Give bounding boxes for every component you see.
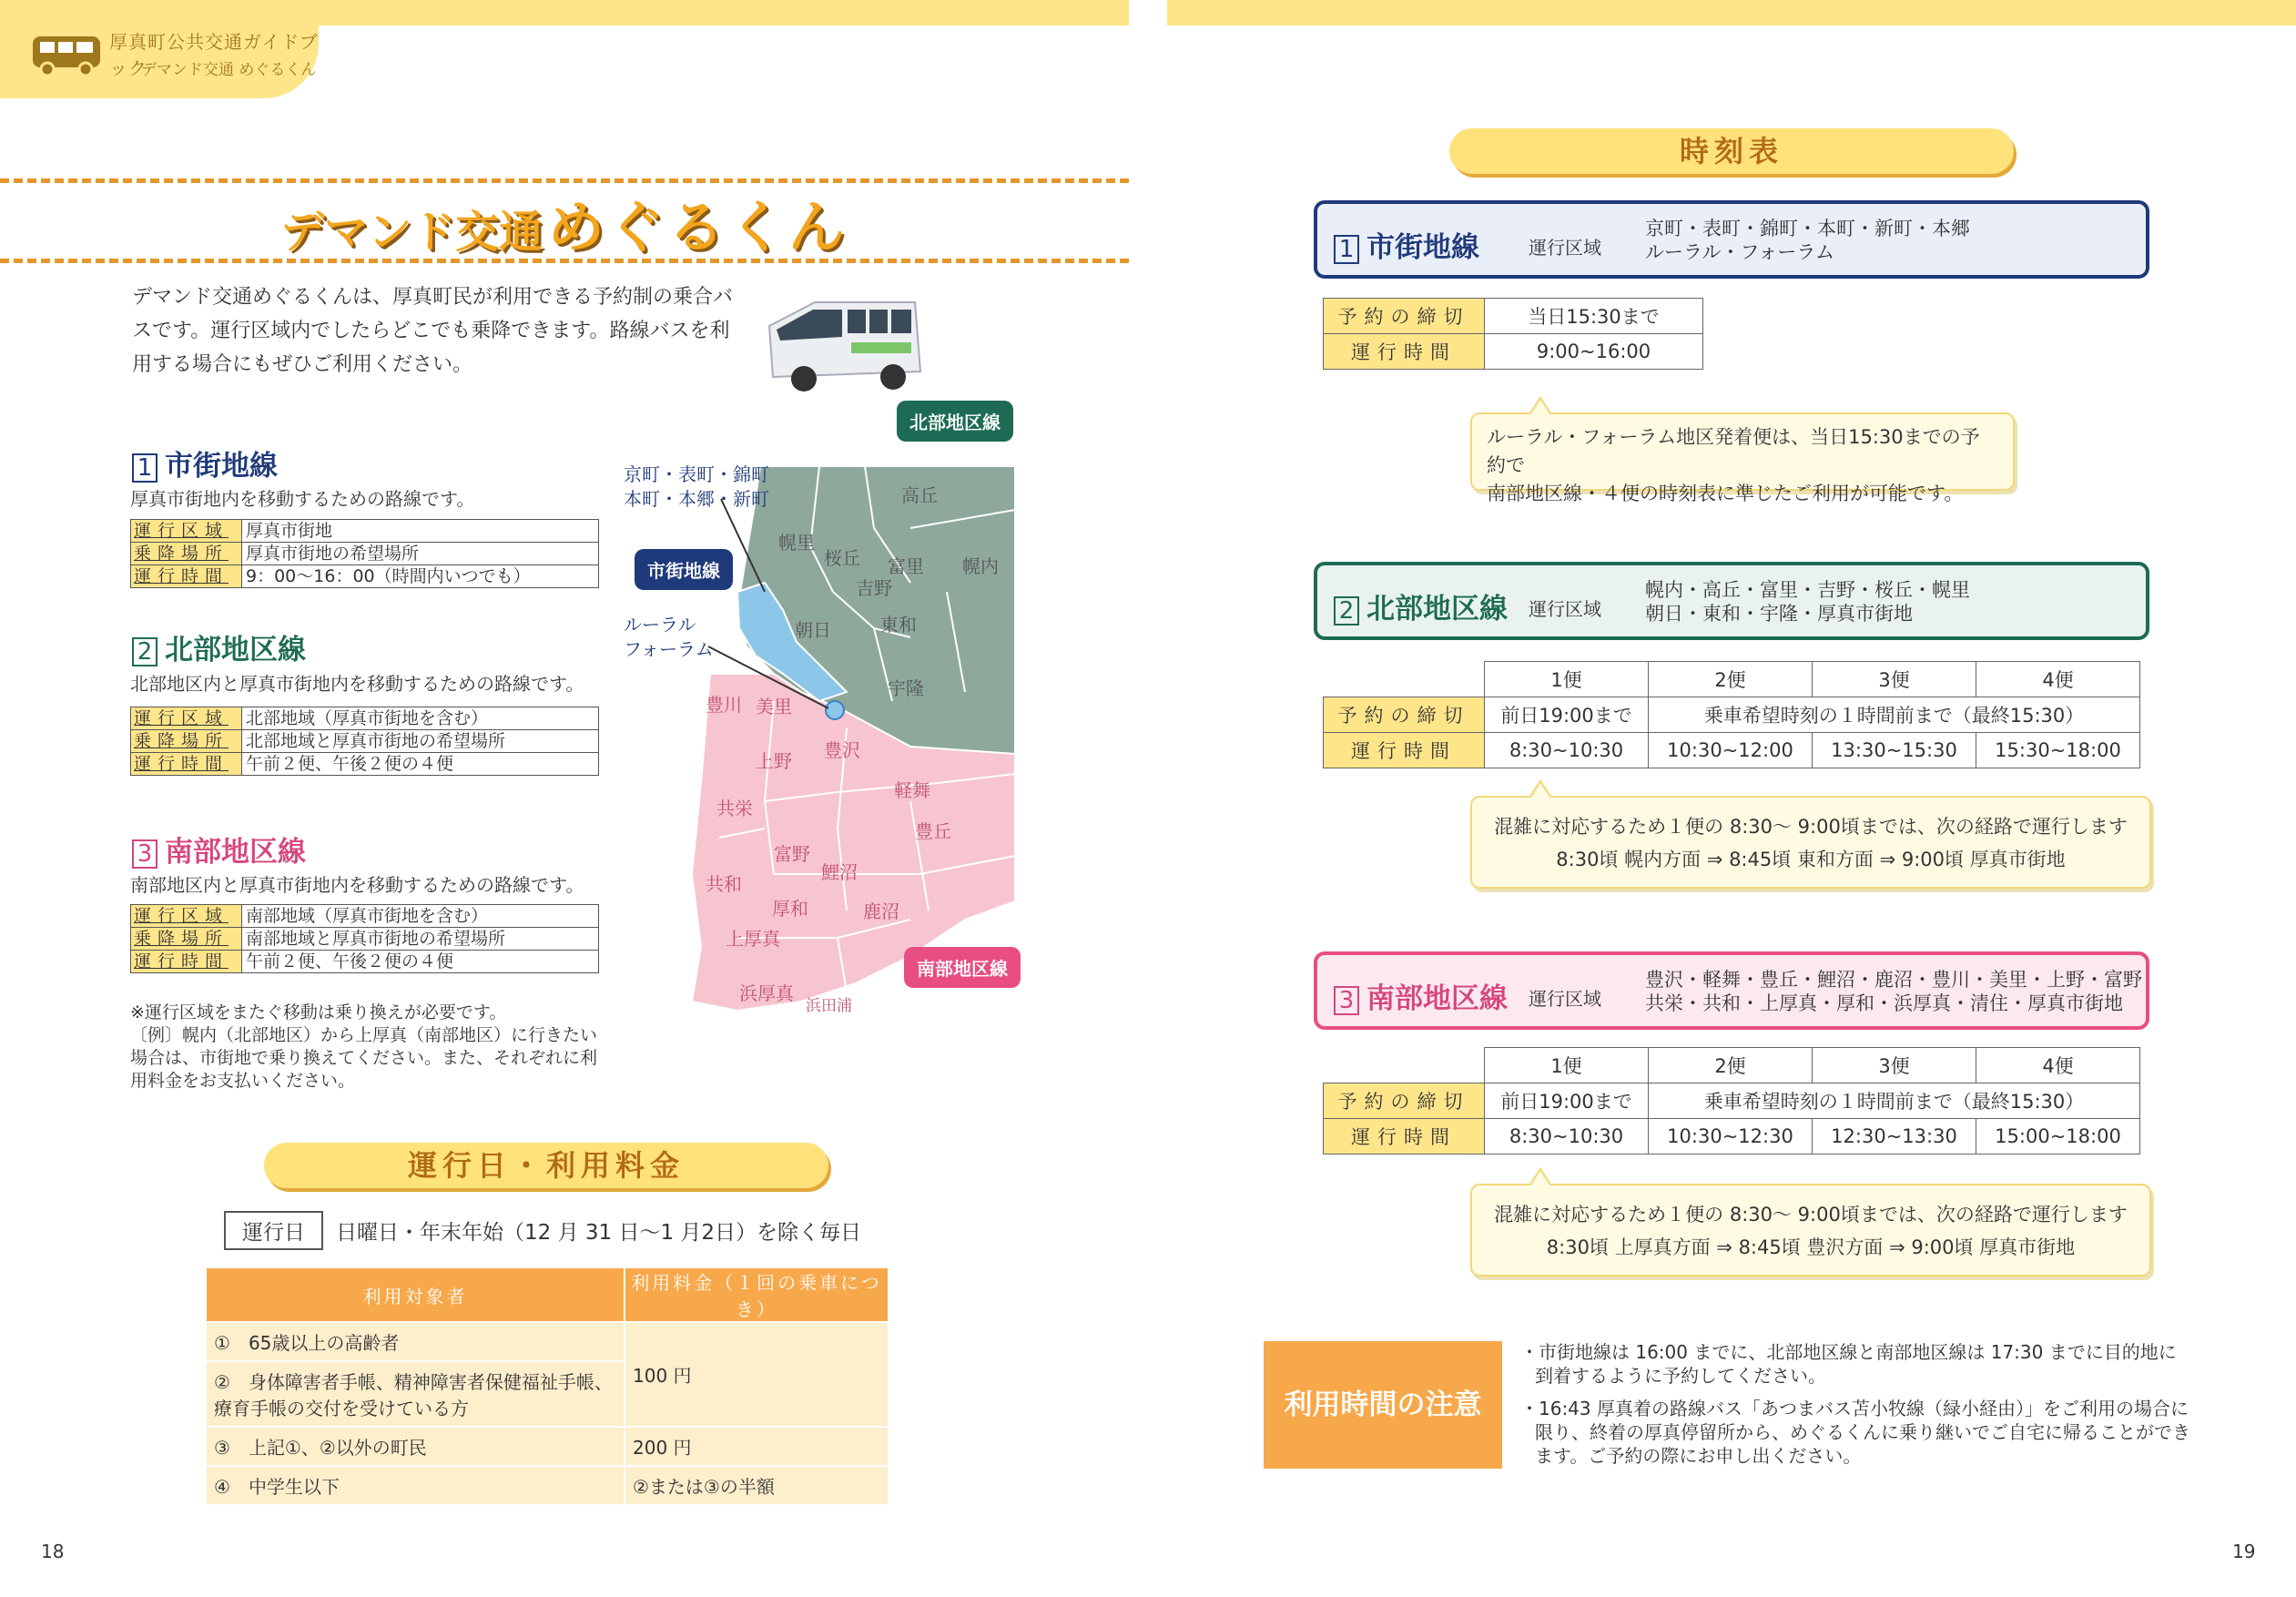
table-row: ① 65歳以上の高齢者 100 円 [206, 1322, 889, 1361]
r2-note-bubble: 混雑に対応するため１便の 8:30～ 9:00頃までは、次の経路で運行します 8:30頃 幌内方面 ⇒ 8:45頃 東和方面 ⇒ 9:00頃 厚真市街地 [1470, 796, 2151, 889]
route2-heading [132, 626, 306, 667]
tag-south-line: 南部地区線 [904, 947, 1021, 988]
caution-title: 利用時間の注意 [1264, 1341, 1502, 1469]
r1-note-bubble: ルーラル・フォーラム地区発着便は、当日15:30までの予約で 南部地区線・４便の時刻表に準じたご利用が可能です。 [1470, 412, 2015, 491]
route2-name: 北部地区線 [165, 634, 306, 666]
r3-name: 南部地区線 [1366, 982, 1508, 1015]
place-toyosawa: 豊沢 [824, 739, 860, 761]
place-karumai: 軽舞 [894, 779, 930, 801]
bus-photo [760, 290, 924, 397]
route2-number: 2 [132, 637, 157, 666]
title-rule-bottom [0, 259, 1129, 263]
table-row: ③ 上記①、②以外の町民 200 円 [206, 1427, 889, 1466]
page-number-right: 19 [2232, 1541, 2256, 1562]
place-koinuma: 鯉沼 [821, 861, 858, 883]
table-row: 運行時間 8:30~10:30 10:30~12:00 13:30~15:30 15:30~18:00 [1324, 733, 2140, 768]
table-row: ④ 中学生以下 ②または③の半額 [206, 1466, 889, 1505]
place-takaoka: 高丘 [901, 484, 938, 506]
caution-list [1520, 1340, 2194, 1477]
r2-area-label: 運行区域 [1529, 598, 1601, 620]
intro-text: デマンド交通めぐるくんは、厚真町民が利用できる予約制の乗合バスです。運行区域内でしたらどこでも乗降できます。路線バスを利用する場合にもぜひご利用ください。 [132, 286, 734, 376]
table-row: 運行時間 9:00~16:00 [1324, 334, 1703, 370]
place-kyowa: 共和 [706, 873, 742, 895]
r2-table [1323, 661, 2140, 768]
table-header: 1便 2便 3便 4便 [1324, 1048, 2140, 1083]
place-sakuraoka: 桜丘 [824, 547, 860, 569]
top-bar-right [1167, 0, 2296, 25]
table-row: ② 身体障害者手帳、精神障害者保健福祉手帳、療育手帳の交付を受けている方 [206, 1361, 889, 1427]
map-rural-forum: ルーラル フォーラム [624, 614, 714, 660]
table-row: 運行時間 午前２便、午後２便の４便 [131, 951, 599, 973]
route1-heading [132, 442, 278, 483]
fare-table [205, 1266, 889, 1506]
table-row: 運行区域 南部地域（厚真市街地を含む） [131, 905, 599, 928]
book-title: 厚真町公共交通ガイドブック [109, 31, 319, 79]
transfer-note: ※運行区域をまたぐ移動は乗り換えが必要です。 〔例〕幌内（北部地区）から上厚真（南部地区）に行きたい場合は、市街地で乗り換えてください。また、それぞれに利用料金をお支払いください。 [130, 1002, 598, 1091]
r3-number: 3 [1334, 986, 1359, 1015]
route3-desc: 南部地区内と厚真市街地内を移動するための路線です。 [130, 874, 584, 896]
place-shikanuma: 鹿沼 [863, 900, 899, 922]
table-row: 運行区域 厚真市街地 [131, 520, 599, 543]
table-header: 利用対象者 利用料金（１回の乗車につき） [206, 1267, 889, 1322]
route1-desc: 厚真市街地内を移動するための路線です。 [130, 488, 475, 510]
place-horosato: 幌里 [778, 532, 815, 554]
table-row: 予約の締切 当日15:30まで [1324, 299, 1703, 334]
place-kyoei: 共栄 [716, 798, 753, 819]
table-row: 乗降場所 南部地域と厚真市街地の希望場所 [131, 928, 599, 951]
place-towa: 東和 [880, 614, 917, 636]
place-kowa: 厚和 [772, 898, 808, 920]
r3-area-label: 運行区域 [1529, 988, 1601, 1010]
table-row: 予約の締切 前日19:00まで 乗車希望時刻の１時間前まで（最終15:30） [1324, 1083, 2140, 1119]
r2-box [1314, 562, 2149, 640]
route1-number: 1 [132, 453, 157, 483]
place-yoshino: 吉野 [856, 577, 892, 599]
place-misato: 美里 [756, 696, 792, 717]
bus-icon [31, 33, 104, 76]
place-ueno: 上野 [756, 750, 792, 772]
place-toyokawa: 豊川 [706, 694, 742, 716]
route3-name: 南部地区線 [165, 836, 306, 869]
operation-days [224, 1211, 861, 1250]
place-horonai: 幌内 [962, 555, 999, 577]
r3-box [1314, 951, 2149, 1030]
header-tab [0, 0, 319, 98]
rural-forum-dot [826, 701, 844, 719]
route3-table [130, 904, 599, 973]
route3-heading [132, 829, 306, 870]
table-row: 予約の締切 前日19:00まで 乗車希望時刻の１時間前まで（最終15:30） [1324, 697, 2140, 733]
table-row: 運行時間 午前２便、午後２便の４便 [131, 753, 599, 776]
place-tomisato: 富里 [888, 555, 924, 577]
r2-number: 2 [1334, 596, 1359, 626]
route2-table [130, 707, 599, 776]
route3-number: 3 [132, 839, 157, 869]
place-kamiatsuma: 上厚真 [726, 928, 780, 950]
route1-name: 市街地線 [165, 450, 278, 483]
r1-name: 市街地線 [1366, 231, 1479, 264]
r1-table [1323, 298, 1703, 370]
r1-areas: 京町・表町・錦町・本町・新町・本郷 ルーラル・フォーラム [1645, 218, 1970, 263]
timetable-title: 時刻表 [1449, 128, 2014, 174]
r1-number: 1 [1334, 235, 1359, 264]
table-header: 1便 2便 3便 4便 [1324, 662, 2140, 697]
r2-name: 北部地区線 [1366, 593, 1508, 626]
place-asahi: 朝日 [795, 619, 831, 641]
table-row: 運行区域 北部地域（厚真市街地を含む） [131, 707, 599, 730]
fee-section-title: 運行日・利用料金 [264, 1143, 828, 1188]
r3-note-bubble: 混雑に対応するため１便の 8:30～ 9:00頃までは、次の経路で運行します 8:30頃 上厚真方面 ⇒ 8:45頃 豊沢方面 ⇒ 9:00頃 厚真市街地 [1470, 1184, 2151, 1277]
table-row: 乗降場所 北部地域と厚真市街地の希望場所 [131, 730, 599, 753]
table-row: 乗降場所 厚真市街地の希望場所 [131, 543, 599, 565]
table-row: 運行時間 9：00～16：00（時間内いつでも） [131, 565, 599, 588]
place-toyooka: 豊丘 [915, 820, 951, 842]
r2-areas: 幌内・高丘・富里・吉野・桜丘・幌里 朝日・東和・宇隆・厚真市街地 [1645, 579, 1970, 625]
place-hamaatsuma: 浜厚真 [739, 982, 794, 1004]
r3-table [1323, 1047, 2140, 1155]
op-day-text: 日曜日・年末年始（12 月 31 日～1 月2日）を除く毎日 [336, 1221, 862, 1245]
r1-box [1314, 200, 2149, 279]
map-city-towns: 京町・表町・錦町 本町・本郷・新町 [624, 463, 769, 510]
list-item: ・市街地線は 16:00 までに、北部地区線と南部地区線は 17:30 までに目的地に到着するように予約してください。 [1520, 1341, 2177, 1387]
route2-desc: 北部地区内と厚真市街地内を移動するための路線です。 [130, 673, 584, 695]
page-number-left: 18 [41, 1541, 65, 1562]
op-day-label: 運行日 [224, 1211, 323, 1250]
page-title: デマンド交通 めぐるくん [280, 194, 848, 260]
place-tomino: 富野 [774, 843, 810, 865]
section-label: デマンド交通 めぐるくん [141, 61, 317, 79]
route1-table [130, 519, 599, 588]
tag-north-line: 北部地区線 [897, 401, 1013, 442]
r1-area-label: 運行区域 [1529, 237, 1601, 259]
r3-areas: 豊沢・軽舞・豊丘・鯉沼・鹿沼・豊川・美里・上野・富野 共栄・共和・上厚真・厚和・浜厚真・清住・厚真市街地 [1645, 969, 2142, 1014]
table-row: 運行時間 8:30~10:30 10:30~12:30 12:30~13:30 15:00~18:00 [1324, 1119, 2140, 1155]
list-item: ・16:43 厚真着の路線バス「あつまバス苫小牧線（緑小経由）」をご利用の場合に限り、終着の厚真停留所から、めぐるくんに乗り継いでご自宅に帰ることができます。ご予約の際にお申し出ください。 [1520, 1398, 2190, 1467]
tag-city-line: 市街地線 [635, 549, 733, 590]
place-hamatauro: 浜田浦 [806, 997, 852, 1015]
place-uryu: 宇隆 [888, 677, 924, 699]
